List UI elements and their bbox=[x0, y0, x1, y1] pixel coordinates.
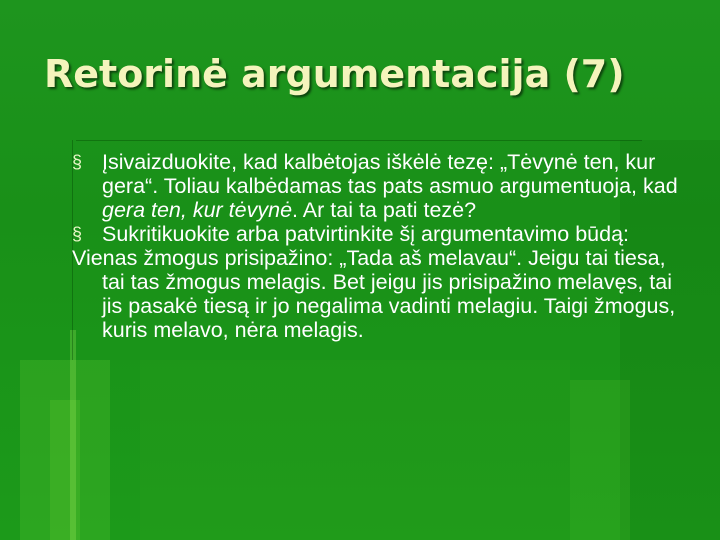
bullet-marker-icon: § bbox=[72, 152, 83, 172]
decor-block bbox=[570, 380, 630, 540]
divider-horizontal bbox=[76, 140, 642, 141]
bullet-text-end: . Ar tai ta pati tezė? bbox=[292, 198, 477, 222]
bullet-item bbox=[72, 150, 692, 222]
slide-body bbox=[72, 150, 692, 342]
bullet-marker-icon: § bbox=[72, 224, 83, 244]
bullet-emphasis: gera ten, kur tėvynė bbox=[102, 198, 293, 222]
body-paragraph: Vienas žmogus prisipažino: „Tada aš melavau“. Jeigu tai tiesa, tai tas žmogus melagis. Bet jeigu jis prisipažino melavęs, tai jis pasakė tiesą ir jo negalima vadinti melagiu. Taigi žmogus, kuris melavo, nėra melagis. bbox=[72, 246, 676, 342]
bullet-item bbox=[72, 222, 692, 246]
bullet-text: Įsivaizduokite, kad kalbėtojas iškėlė tezę: „Tėvynė ten, kur gera“. Toliau kalbėdamas tas pats asmuo argumentuoja, kad bbox=[102, 150, 678, 198]
bullet-text: Sukritikuokite arba patvirtinkite šį argumentavimo būdą: bbox=[102, 222, 630, 246]
slide-title: Retorinė argumentacija (7) bbox=[44, 52, 625, 96]
decor-block bbox=[140, 360, 570, 540]
decor-stripe bbox=[70, 330, 76, 540]
